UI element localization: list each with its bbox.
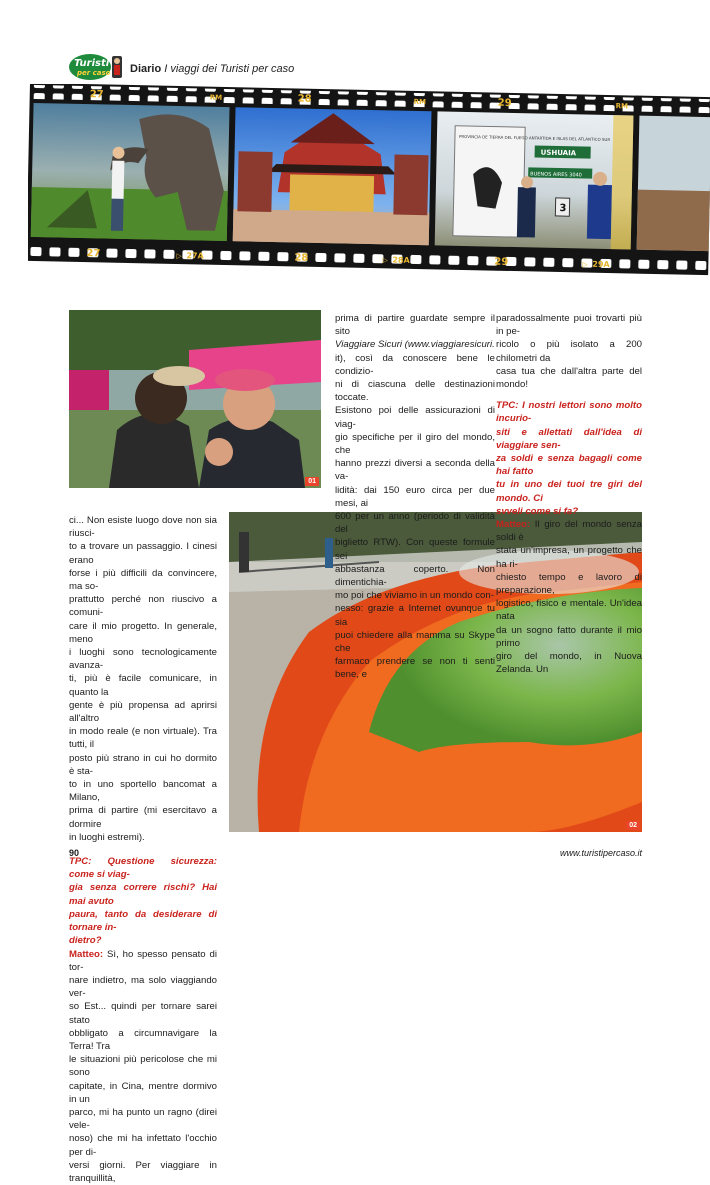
film-frame-code: 29A xyxy=(592,259,610,270)
sign-buenos-aires: BUENOS AIRES 3040 xyxy=(530,171,582,179)
text-line: biglietto RTW). Con queste formule sei xyxy=(335,537,495,562)
text-line: to a trovare un passaggio. I cinesi erano xyxy=(69,541,217,566)
text-line: paradossalmente puoi trovarti più in pe- xyxy=(496,313,642,338)
answer-line: Matteo: Sì, ho spesso pensato di tor- xyxy=(69,948,217,973)
film-strip xyxy=(28,84,710,280)
speaker-label: TPC: xyxy=(69,856,92,868)
question-line: TPC: Questione sicurezza: come si viag- xyxy=(69,856,217,881)
film-number-bottom: 28 xyxy=(294,252,309,264)
answer-line: so Est... quindi per tornare sarei stato xyxy=(69,1001,217,1026)
answer-line: da un sogno fatto durante il mio primo xyxy=(496,624,642,649)
text-line: ricolo o più isolato a 200 chilometri da xyxy=(496,339,642,364)
text-line: puoi chiedere alla mamma su Skype che xyxy=(335,629,495,655)
film-frame-elephant xyxy=(31,103,230,241)
answer-line: nare indietro, ma solo viaggiando ver- xyxy=(69,974,217,1000)
text-line: ci... Non esiste luogo dove non sia riusci- xyxy=(69,515,217,540)
speaker-label: Matteo: xyxy=(69,948,104,960)
film-number-bottom: 27 xyxy=(86,248,101,260)
text-line: gio specifiche per il giro del mondo, che xyxy=(335,431,495,457)
svg-text:▷: ▷ xyxy=(582,260,588,269)
film-rm-label: RM xyxy=(209,93,223,102)
speaker-label: Matteo: xyxy=(496,519,531,531)
sign-route: 3 xyxy=(559,202,567,215)
text-line: it), così da conoscere bene le condizio- xyxy=(335,352,495,377)
answer-line: obbligato a circumnavigare la Terra! Tra xyxy=(69,1027,217,1052)
photo-number: 02 xyxy=(626,821,640,830)
question-line: gia senza correre rischi? Hai mai avuto xyxy=(69,882,217,907)
section-subtitle: I viaggi dei Turisti per caso xyxy=(164,63,295,75)
text-line: ni di ciascuna delle destinazioni toccate. xyxy=(335,379,495,404)
website-link[interactable]: www.turistipercaso.it xyxy=(559,848,642,858)
film-frame-code: 27A xyxy=(186,251,204,261)
question-line: siti e allettati dall'idea di viaggiare sen- xyxy=(496,426,642,451)
text-line: lidità: dai 150 euro circa per due mesi, ai xyxy=(335,484,495,509)
answer-line: noso) che mi ha infettato l'occhio per di- xyxy=(69,1133,217,1158)
text-line: gente è più propensa ad aprirsi all'altro xyxy=(69,699,217,725)
answer-line: Matteo: Il giro del mondo senza soldi è xyxy=(496,519,642,544)
logo-line1: Turisti xyxy=(74,58,110,69)
text-line: in luoghi estremi). xyxy=(69,831,145,843)
sign-ushuaia: USHUAIA xyxy=(540,148,577,158)
answer-line: stata un'impresa, un progetto che ha ri- xyxy=(496,545,642,570)
magazine-logo xyxy=(68,52,124,82)
svg-text:▷: ▷ xyxy=(382,256,388,265)
text-line: casa tua che dall'altra parte del mondo! xyxy=(496,365,642,391)
speaker-label: TPC: xyxy=(496,400,519,412)
text-line: i luoghi sono tecnologicamente avanza- xyxy=(69,647,217,672)
question-line: dietro? xyxy=(69,935,102,947)
svg-text:▷: ▷ xyxy=(176,251,182,261)
answer-line: capitate, in Cina, mentre dormivo in un xyxy=(69,1080,217,1105)
text-line: prima di partire (mi esercitavo a dormire xyxy=(69,805,217,830)
film-number-top: 29 xyxy=(497,97,512,109)
text-line: forse i più difficili da convincere, ma so- xyxy=(69,567,217,593)
text-line: hanno prezzi diversi a seconda della va- xyxy=(335,458,495,483)
answer-line: parco, mi ha punto un ragno (direi vele- xyxy=(69,1106,217,1132)
column-middle xyxy=(335,312,495,682)
photo-travellers xyxy=(69,310,321,488)
text-line: Esistono poi delle assicurazioni di viag- xyxy=(335,405,495,430)
text-line: posto più strano in cui ho dormito è sta- xyxy=(69,752,217,777)
question-line: TPC: I nostri lettori sono molto incurio- xyxy=(496,400,642,425)
text-line: nesso: grazie a Internet ovunque tu sia xyxy=(335,603,495,628)
section-name: Diario xyxy=(130,63,162,75)
answer-line: giro del mondo, in Nuova Zelanda. Un xyxy=(496,651,642,676)
film-frame-pagoda xyxy=(233,107,432,245)
page-number: 90 xyxy=(69,848,80,858)
photo-number: 01 xyxy=(305,477,319,486)
text-line: 600 per un anno (periodo di validità del xyxy=(335,511,495,536)
column-right xyxy=(496,312,642,676)
sign-province-text: PROVINCIA DE TIERRA DEL FUEGO ANTARTIDA E ISLAS DEL ATLANTICO SUR xyxy=(458,133,611,143)
text-line: care il mio progetto. In generale, meno xyxy=(69,620,217,645)
text-line: farmaco prendere se non ti senti bene, e xyxy=(335,656,495,681)
film-frame-partial xyxy=(637,116,710,251)
answer-line: versi giorni. Per viaggiare in tranquillità, xyxy=(69,1159,217,1184)
film-rm-label: RM xyxy=(413,97,427,107)
question-line: za soldi e senza bagagli come hai fatto xyxy=(496,453,642,478)
text-line: prattutto perché non riuscivo a comuni- xyxy=(69,594,217,619)
text-line: in modo reale (e non virtuale). Tra tutti, il xyxy=(69,726,217,751)
text-line: ti, più è facile comunicare, in quanto la xyxy=(69,673,217,698)
text-line: to in uno sportello bancomat a Milano, xyxy=(69,779,217,804)
film-frame-ushuaia xyxy=(435,111,634,249)
question-line: tu in uno dei tuoi tre giri del mondo. Ci xyxy=(496,479,642,504)
text-line: abbastanza coperto. Non dimentichia- xyxy=(335,563,495,589)
film-number-top: 28 xyxy=(297,93,312,105)
question-line: svveli come si fa? xyxy=(496,505,579,517)
question-line: paura, tanto da desiderare di tornare in- xyxy=(69,908,217,934)
text-line: Viaggiare Sicuri (www.viaggiaresicuri. xyxy=(335,339,495,351)
answer-line: logistico, fisico e mentale. Un'idea nata xyxy=(496,598,642,623)
logo-line2: per caso xyxy=(77,69,111,77)
film-frame-code: 28A xyxy=(392,255,410,265)
film-rm-label: RM xyxy=(615,102,629,111)
text-line: mo poi che viviamo in un mondo con- xyxy=(335,590,494,602)
text-line: prima di partire guardate sempre il sito xyxy=(335,313,495,338)
film-number-bottom: 29 xyxy=(494,256,509,268)
section-header xyxy=(130,63,294,75)
answer-line: chiesto tempo e lavoro di preparazione, xyxy=(496,571,642,597)
answer-line: le situazioni più pericolose che mi sono xyxy=(69,1054,217,1079)
column-left xyxy=(69,514,217,1185)
film-number-top: 27 xyxy=(89,89,104,101)
